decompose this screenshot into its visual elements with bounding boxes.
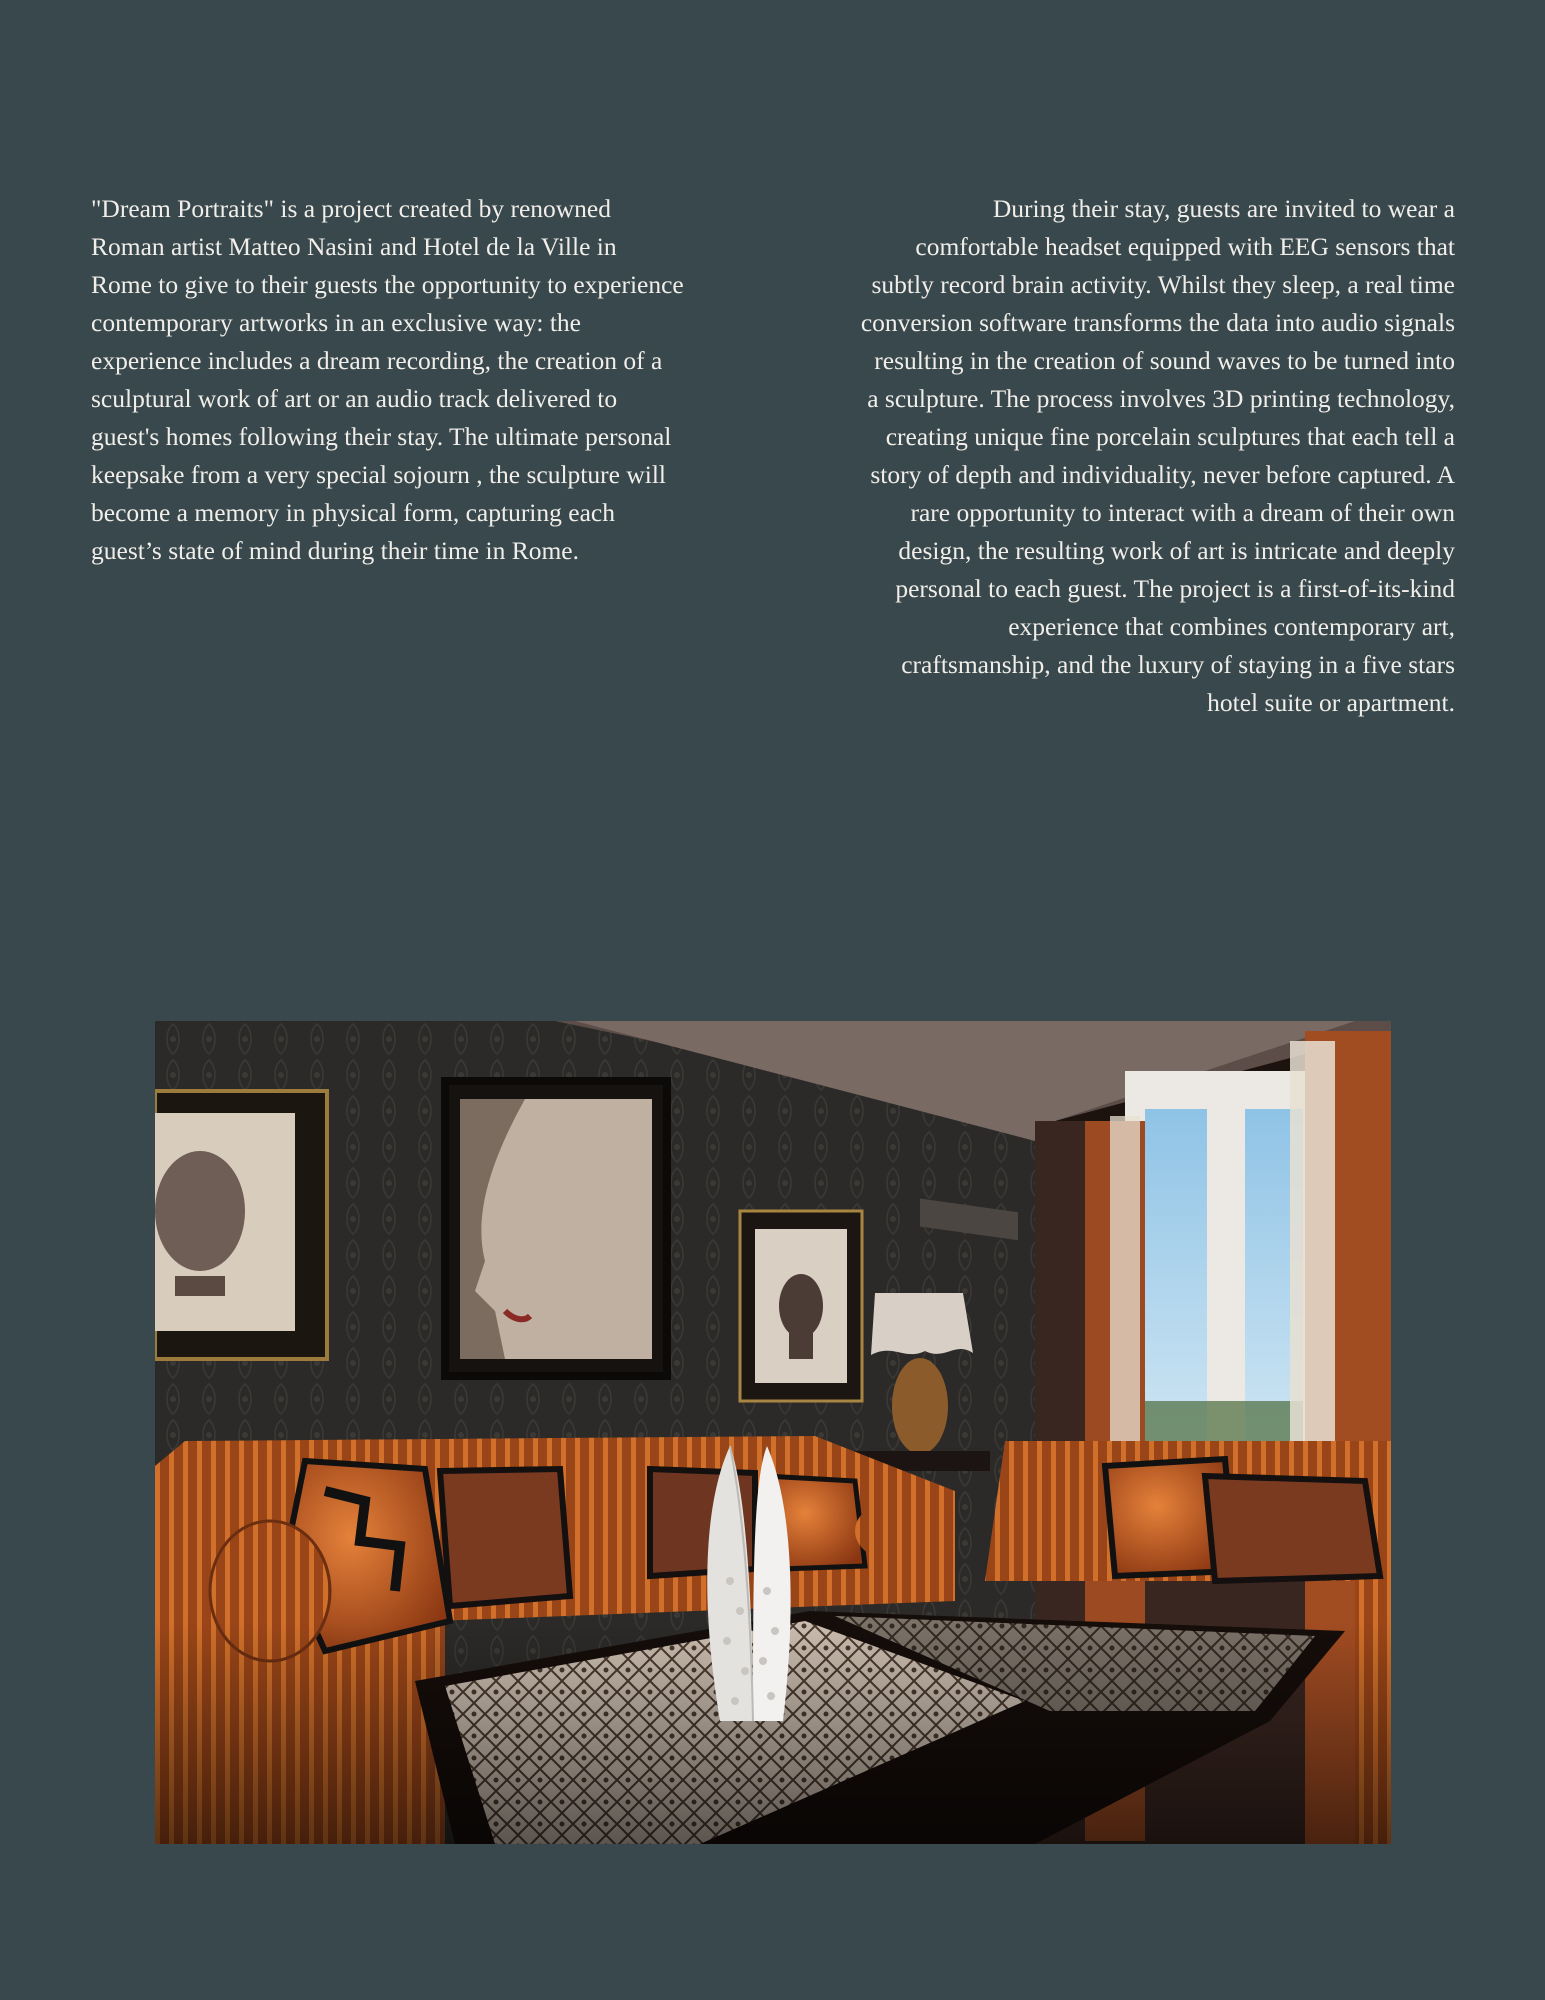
text-line: experience that combines contemporary art, [1008, 612, 1455, 641]
text-line: creating unique fine porcelain sculptures that each tell a [885, 422, 1455, 451]
lamp-shade [871, 1293, 973, 1355]
text-line: a sculpture. The process involves 3D printing technology, [867, 384, 1455, 413]
text-line: comfortable headset equipped with EEG sensors that [915, 232, 1455, 261]
intro-paragraph [91, 190, 761, 570]
text-line: story of depth and individuality, never before captured. A [870, 460, 1455, 489]
text-line: keepsake from a very special sojourn , the sculpture will [91, 460, 666, 489]
cushion [1205, 1476, 1380, 1581]
urn-print [155, 1151, 245, 1271]
text-line: During their stay, guests are invited to wear a [992, 194, 1455, 223]
text-line: become a memory in physical form, capturing each [91, 498, 615, 527]
text-line: design, the resulting work of art is intricate and deeply [898, 536, 1455, 565]
cushion [440, 1469, 570, 1606]
process-paragraph [793, 190, 1455, 722]
hotel-suite-photo [155, 1021, 1391, 1844]
text-line: hotel suite or apartment. [1207, 688, 1455, 717]
text-line: Rome to give to their guests the opportunity to experience [91, 270, 684, 299]
text-line: guest’s state of mind during their time in Rome. [91, 536, 579, 565]
text-line: subtly record brain activity. Whilst they sleep, a real time [871, 270, 1455, 299]
text-line: sculptural work of art or an audio track delivered to [91, 384, 618, 413]
window-pane [1145, 1109, 1207, 1449]
text-line: rare opportunity to interact with a dream of their own [910, 498, 1455, 527]
lamp-base [892, 1358, 948, 1454]
text-line: craftsmanship, and the luxury of staying in a five stars [901, 650, 1455, 679]
text-line: personal to each guest. The project is a first-of-its-kind [895, 574, 1455, 603]
text-line: resulting in the creation of sound waves to be turned into [874, 346, 1455, 375]
text-line: guest's homes following their stay. The ultimate personal [91, 422, 672, 451]
sheer-curtain [1290, 1041, 1335, 1491]
text-line: experience includes a dream recording, the creation of a [91, 346, 663, 375]
text-line: "Dream Portraits" is a project created by renowned [91, 194, 611, 223]
text-line: conversion software transforms the data into audio signals [860, 308, 1455, 337]
text-line: Roman artist Matteo Nasini and Hotel de la Ville in [91, 232, 617, 261]
text-line: contemporary artworks in an exclusive way: the [91, 308, 582, 337]
